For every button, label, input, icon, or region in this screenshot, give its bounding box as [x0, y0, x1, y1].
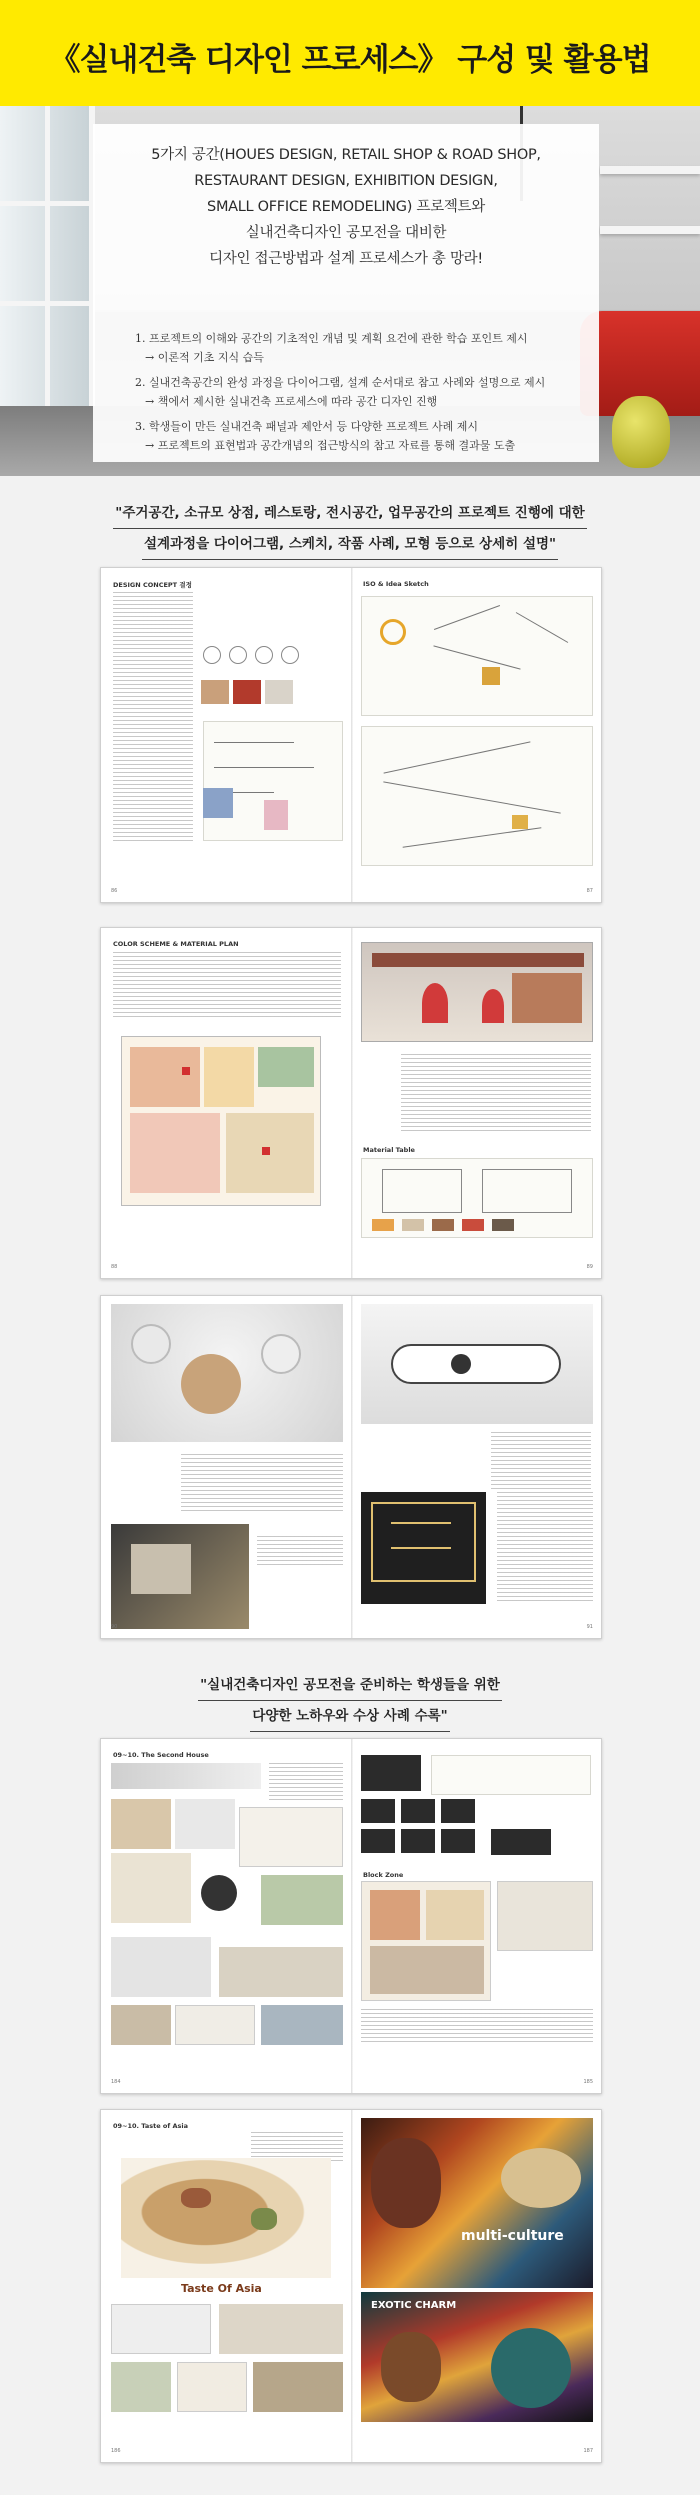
- book-spread-taste-of-asia: [100, 2109, 602, 2463]
- model-photo: [111, 1524, 249, 1629]
- asia-map-image: [121, 2158, 331, 2278]
- left-page: COLOR SCHEME & MATERIAL PLAN 88: [111, 936, 343, 1270]
- exotic-charm-panel: [361, 2292, 593, 2422]
- hero-feature-list: [135, 329, 575, 461]
- section2-caption: "실내건축디자인 공모전을 준비하는 학생들을 위한 다양한 노하우와 수상 사례 수록": [0, 1670, 700, 1732]
- window-image: [0, 106, 95, 406]
- sketch-image: [203, 721, 343, 841]
- hero-text-card: [93, 124, 599, 462]
- left-page: 09~10. Taste of Asia Taste Of Asia 186: [111, 2118, 343, 2454]
- book-spread-concept: [100, 567, 602, 903]
- feature-item: 1. 프로젝트의 이해와 공간의 기초적인 개념 및 계획 요건에 관한 학습 포인트 제시: [135, 332, 528, 345]
- multi-culture-title: multi-culture: [461, 2228, 564, 2244]
- material-table: [361, 1158, 593, 1238]
- model-photo: [111, 1304, 343, 1442]
- interior-render: [361, 942, 593, 1042]
- section1-caption: "주거공간, 소규모 상점, 레스토랑, 전시공간, 업무공간의 프로젝트 진행에 대한 설계과정을 다이어그램, 스케치, 작품 사례, 모형 등으로 상세히 설명": [0, 498, 700, 560]
- right-page: Material Table 89: [361, 936, 593, 1270]
- multi-culture-panel: [361, 2118, 593, 2288]
- right-page: ISO & Idea Sketch 87: [363, 580, 593, 894]
- exotic-charm-title: EXOTIC CHARM: [371, 2300, 457, 2311]
- hero-headline: 5가지 공간(HOUES DESIGN, RETAIL SHOP & ROAD SHOP, RESTAURANT DESIGN, EXHIBITION DESIGN, SMALL OFFICE REMODELING) 프로젝트와 실내건축디자인 공모전을 대비한 디자인 접근방법과 설계 프로세스가 총 망라!: [151, 147, 541, 267]
- feature-sub: → 프로젝트의 표현법과 공간개념의 접근방식의 참고 자료를 통해 결과물 도출: [145, 439, 516, 452]
- page-title: 《실내건축 디자인 프로세스》 구성 및 활용법: [49, 42, 651, 78]
- left-page: DESIGN CONCEPT 결정 86: [111, 576, 343, 894]
- feature-sub: → 책에서 제시한 실내건축 프로세스에 따라 공간 디자인 진행: [145, 395, 438, 408]
- feature-item: 3. 학생들이 만든 실내건축 패널과 제안서 등 다양한 프로젝트 사례 제시: [135, 420, 478, 433]
- right-page: 91: [361, 1304, 593, 1630]
- book-spread-color-scheme: [100, 927, 602, 1279]
- floor-plan-image: [121, 1036, 321, 1206]
- feature-item: 2. 실내건축공간의 완성 과정을 다이어그램, 설계 순서대로 참고 사례와 설명으로 제시: [135, 376, 546, 389]
- feature-sub: → 이론적 기초 지식 습득: [145, 351, 264, 364]
- model-photo: [361, 1304, 593, 1424]
- book-spread-models: [100, 1295, 602, 1639]
- shelf-image: [600, 166, 700, 174]
- taste-of-asia-title: Taste Of Asia: [181, 2282, 262, 2295]
- floor-plan-image: [361, 1881, 491, 2001]
- left-page: 09~10. The Second House 184: [111, 1747, 343, 2085]
- book-spread-second-house: [100, 1738, 602, 2094]
- model-photo: [361, 1492, 486, 1604]
- right-page: Block Zone 185: [361, 1747, 593, 2085]
- vase-image: [612, 396, 670, 468]
- right-page: multi-culture EXOTIC CHARM 187: [361, 2118, 593, 2454]
- iso-sketch: [361, 726, 593, 866]
- iso-sketch: [361, 596, 593, 716]
- hero-banner: [0, 106, 700, 476]
- left-page: 90: [111, 1304, 343, 1630]
